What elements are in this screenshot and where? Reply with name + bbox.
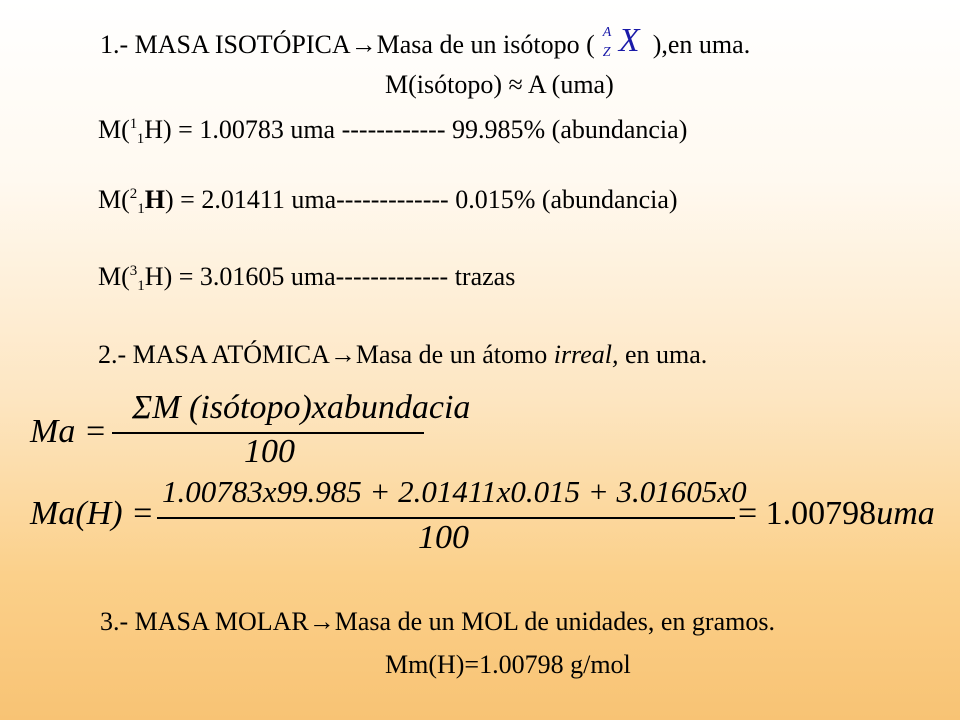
nuclide-mass-number: A bbox=[602, 25, 612, 40]
isotope-line-tritium: M($^3$1H) = 3.01605 uma------------- trazas bbox=[98, 262, 516, 294]
formula2-result-unit: uma bbox=[876, 495, 935, 532]
section2-heading-italic: irreal, bbox=[553, 340, 619, 369]
isotope-mass-approximation: M(isótopo) ≈ A (uma) bbox=[385, 70, 614, 99]
nuclide-atomic-number: Z bbox=[602, 45, 611, 60]
formula1-denominator: 100 bbox=[244, 433, 295, 470]
formula1-numerator: ΣM (isótopo)xabundacia bbox=[132, 389, 471, 426]
isotope-mass-number: 2 bbox=[129, 186, 138, 202]
isotope-line-protium: M($^1$1H) = 1.00783 uma ------------ 99.985% (abundancia) bbox=[98, 115, 688, 147]
section2-heading: 2.- MASA ATÓMICA→Masa de un átomo irreal, en uma. bbox=[98, 340, 708, 369]
nuclide-notation bbox=[595, 22, 653, 60]
formula2-lhs: Ma(H) = bbox=[30, 495, 154, 532]
molar-mass-hydrogen: Mm(H)=1.00798 g/mol bbox=[385, 650, 631, 679]
formula2-result-value: = 1.00798 bbox=[738, 495, 877, 532]
isotope-mass-number: 1 bbox=[129, 116, 137, 132]
isotope-line-deuterium: M($^2$1H) = 2.01411 uma------------- 0.015% (abundancia) bbox=[98, 185, 678, 217]
isotope-atomic-number: 1 bbox=[137, 278, 145, 294]
section3-heading: 3.- MASA MOLAR→Masa de un MOL de unidades, en gramos. bbox=[100, 607, 775, 636]
formula2-denominator: 100 bbox=[418, 519, 469, 556]
isotope-mass-number: 3 bbox=[129, 263, 138, 279]
formula2-result bbox=[738, 494, 935, 534]
isotope-atomic-number: 1 bbox=[137, 201, 145, 217]
nuclide-symbol: X bbox=[618, 22, 640, 59]
section1-heading bbox=[100, 22, 751, 60]
section1-heading-prefix: 1.- MASA ISOTÓPICA→Masa de un isótopo ( bbox=[100, 30, 595, 59]
isotope-element: H bbox=[144, 185, 166, 214]
isotope-atomic-number: 1 bbox=[136, 131, 145, 147]
isotope-element: H bbox=[144, 262, 164, 291]
formula1-lhs: Ma = bbox=[30, 413, 107, 450]
section1-heading-suffix: ),en uma. bbox=[652, 30, 751, 59]
formula2-numerator: 1.00783x99.985 + 2.01411x0.015 + 3.01605x0 bbox=[162, 474, 747, 509]
isotope-element: H bbox=[144, 115, 164, 144]
